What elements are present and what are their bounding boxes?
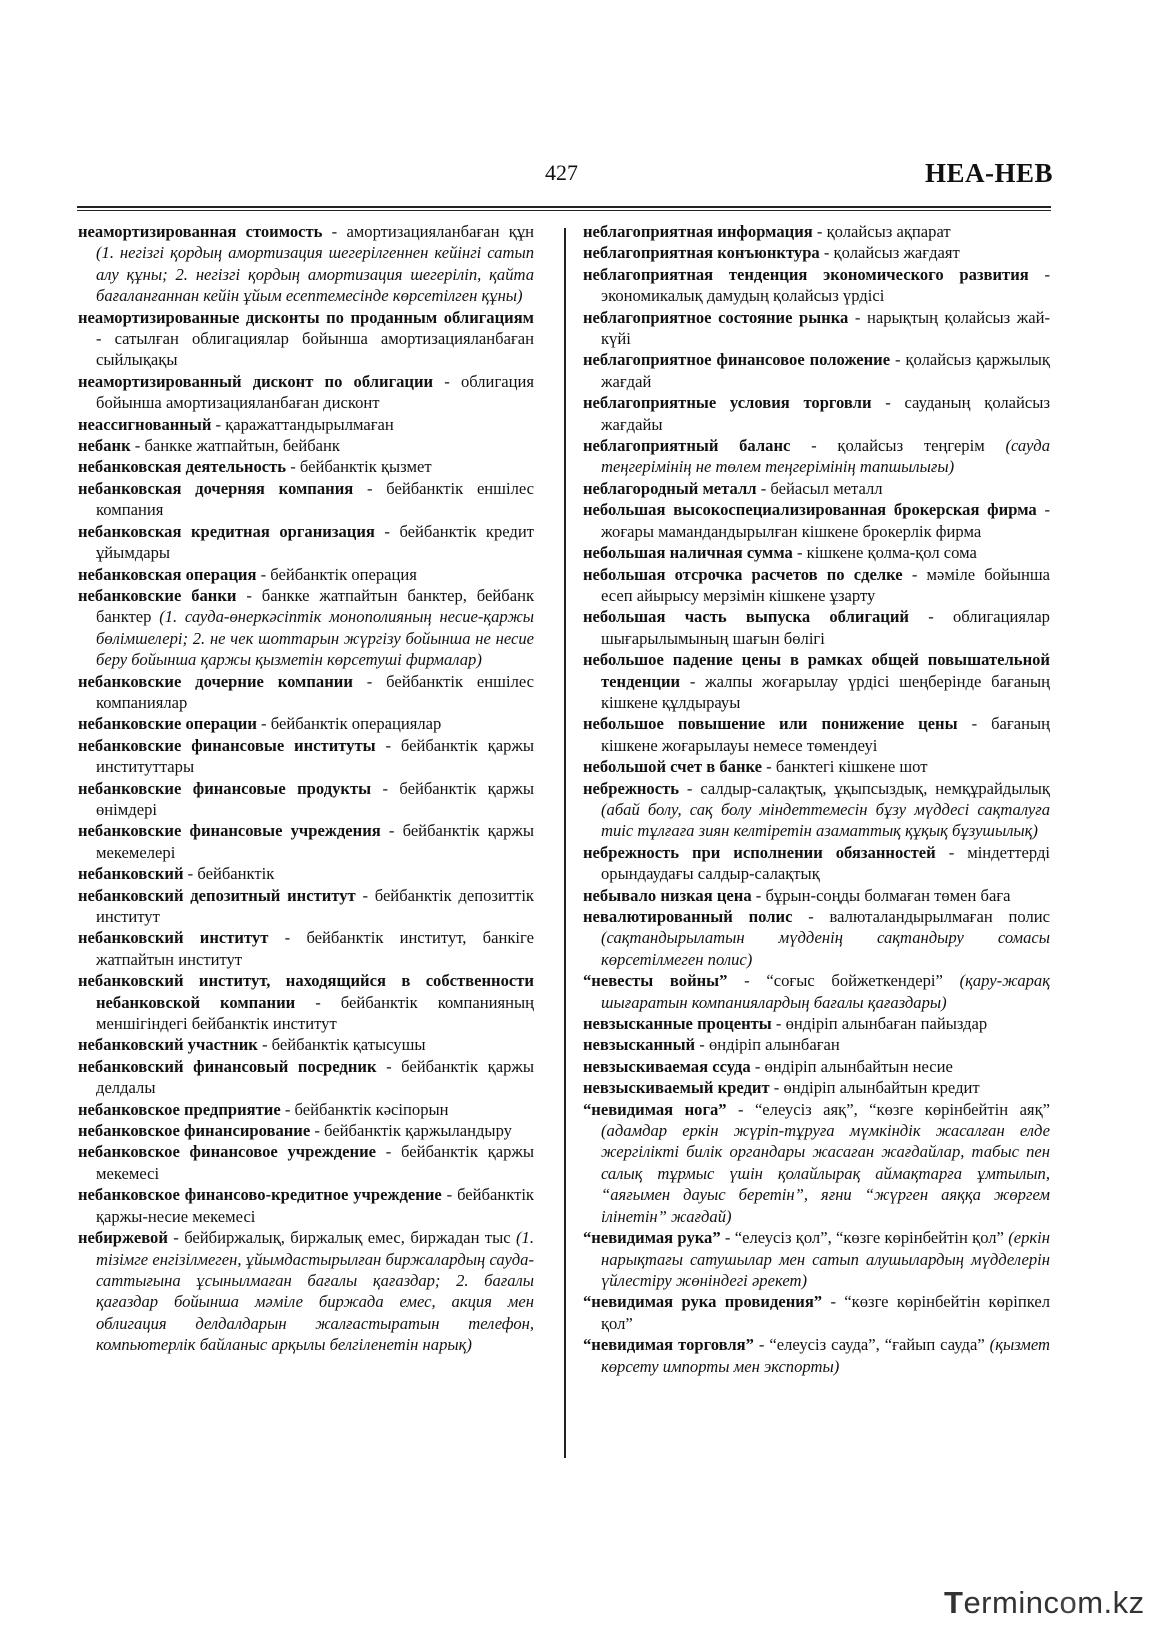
entry-term: небанковское финансирование xyxy=(78,1121,311,1141)
entry-term: неблагоприятный баланс xyxy=(583,436,791,456)
entry-definition: - бейбанктік қаржыландыру xyxy=(310,1121,512,1141)
entry-definition: - валюталандырылмаған полис xyxy=(792,907,1050,926)
dictionary-entry xyxy=(583,842,1050,885)
entry-term: небанковский институт xyxy=(78,928,269,948)
entry-definition: - бейбиржалық, биржалық емес, биржадан тыс xyxy=(167,1228,511,1248)
entry-definition: - облигациялар шығарылымының шағын бөлігі xyxy=(601,607,1050,648)
dictionary-entry xyxy=(78,1099,534,1120)
terminkom-logo xyxy=(944,1585,1145,1621)
dictionary-entry xyxy=(583,392,1050,435)
entry-definition: - банкке жатпайтын банктер, бейбанк банктер xyxy=(96,585,535,627)
dictionary-entry xyxy=(583,1077,1050,1098)
entry-term: небольшая наличная сумма xyxy=(583,543,793,563)
entry-term: неамортизированные дисконты по проданным облигациям xyxy=(78,307,534,327)
entry-term: небывало низкая цена xyxy=(583,885,752,905)
dictionary-entry xyxy=(583,1056,1050,1077)
entry-term: небанковская операция xyxy=(78,564,257,584)
dictionary-entry xyxy=(583,885,1050,906)
dictionary-entry xyxy=(78,435,534,456)
left-column xyxy=(78,221,534,1356)
entry-definition: - бейбанктік операциялар xyxy=(256,714,442,734)
entry-definition: - бейбанктік компанияның меншігіндегі бейбанктік институт xyxy=(96,992,534,1034)
entry-term: “невесты войны” xyxy=(583,971,728,991)
entry-term: небанковское финансовое учреждение xyxy=(78,1142,377,1162)
entry-definition: - бейбанктік институт, банкіге жатпайтын институт xyxy=(96,928,534,969)
entry-term: небанковские финансовые учреждения xyxy=(78,821,381,841)
entry-term: небанковский участник xyxy=(78,1035,258,1055)
dictionary-entry xyxy=(78,778,534,821)
entry-definition: - облигация бойынша амортизацияланбаған дисконт xyxy=(96,371,535,413)
entry-definition: - бейбанктік операция xyxy=(256,564,417,584)
dictionary-entry xyxy=(583,649,1050,713)
entry-term: невзыскиваемая ссуда xyxy=(583,1056,751,1076)
dictionary-entry xyxy=(583,1291,1050,1334)
entry-definition: - бейбанктік кәсіпорын xyxy=(280,1099,449,1119)
dictionary-entry xyxy=(583,435,1050,478)
dictionary-entry xyxy=(583,349,1050,392)
entry-definition: - өндіріп алынбайтын кредит xyxy=(769,1078,980,1098)
dictionary-entry xyxy=(583,307,1050,350)
entry-definition: - “көзге көрінбейтін көріпкел қол” xyxy=(601,1292,1050,1333)
entry-term: небольшое повышение или понижение цены xyxy=(583,714,958,734)
dictionary-entry xyxy=(78,1184,534,1227)
dictionary-entry xyxy=(583,1013,1050,1034)
entry-definition: - экономикалық дамудың қолайсыз үрдісі xyxy=(601,264,1050,306)
entry-term: небрежность при исполнении обязанностей xyxy=(583,842,936,862)
entry-note: (еркін нарықтағы сатушылар мен сатып алушылардың мүдделерін үйлестіру жөніндегі әрекет) xyxy=(601,1228,1050,1290)
dictionary-entry xyxy=(583,970,1050,1013)
entry-term: небанковские финансовые институты xyxy=(78,735,376,755)
entry-term: неблагоприятная тенденция экономического развития xyxy=(583,264,1029,284)
dictionary-entry xyxy=(583,1334,1050,1377)
entry-definition: - қолайсыз ақпарат xyxy=(812,222,951,241)
entry-definition: - өндіріп алынбайтын несие xyxy=(750,1056,953,1076)
dictionary-entry xyxy=(583,264,1050,307)
entry-term: небольшая отсрочка расчетов по сделке xyxy=(583,564,903,584)
entry-definition: - банктегі кішкене шот xyxy=(762,757,928,777)
entry-term: “невидимая нога” xyxy=(583,1099,727,1119)
entry-term: “невидимая рука” xyxy=(583,1228,721,1248)
dictionary-entry xyxy=(583,778,1050,842)
entry-definition: - бейбанктік кредит ұйымдары xyxy=(96,521,534,563)
entry-definition: - жалпы жоғарылау үрдісі шеңберінде бағаның кішкене құлдырауы xyxy=(601,671,1050,712)
dictionary-entry xyxy=(78,713,534,734)
entry-term: небанковский депозитный институт xyxy=(78,885,356,905)
dictionary-entry xyxy=(583,1034,1050,1055)
entry-definition: - бейбанктік қаржы-несие мекемесі xyxy=(96,1185,534,1226)
entry-term: невзыскиваемый кредит xyxy=(583,1078,770,1098)
entry-term: небанковская кредитная организация xyxy=(78,521,375,541)
entry-definition: - қолайсыз теңгерім xyxy=(790,436,985,456)
entry-term: небанковское предприятие xyxy=(78,1099,281,1119)
page-heading: НЕА-НЕВ xyxy=(924,158,1053,188)
dictionary-entry xyxy=(583,499,1050,542)
dictionary-entry xyxy=(78,927,534,970)
dictionary-entry xyxy=(78,564,534,585)
dictionary-entry xyxy=(78,456,534,477)
entry-term: невзысканный xyxy=(583,1035,696,1055)
entry-definition: - сауданың қолайсыз жағдайы xyxy=(601,393,1050,434)
entry-term: неблагородный металл xyxy=(583,478,757,498)
entry-definition: - банкке жатпайтын, бейбанк xyxy=(130,436,340,456)
entry-definition: - мәміле бойынша есеп айырысу мерзімін кішкене ұзарту xyxy=(601,564,1051,605)
entry-term: неамортизированная стоимость xyxy=(78,222,323,241)
entry-note: (қару-жарақ шығаратын компаниялардың бағалы қағаздары) xyxy=(601,971,1050,1012)
entry-term: небольшая часть выпуска облигаций xyxy=(583,607,909,627)
logo-text-end: m.kz xyxy=(1077,1585,1145,1620)
entry-definition: - бейбанктік депозиттік институт xyxy=(96,885,534,926)
page-number: 427 xyxy=(545,160,578,185)
logo-o-mark: o xyxy=(1059,1585,1078,1620)
entry-term: неблагоприятная информация xyxy=(583,222,813,241)
dictionary-entry xyxy=(583,221,1050,242)
dictionary-entry xyxy=(78,1120,534,1141)
entry-note: (1. сауда-өнеркәсіптік монополияның несие-қаржы бөлімшелері; 2. не чек шоттарын жүргізу бойынша не несие беру бойынша қаржы қызметін көрсетуші фирмалар) xyxy=(96,607,534,670)
entry-term: небанковский финансовый посредник xyxy=(78,1056,377,1076)
entry-definition: - міндеттерді орындаудағы салдыр-салақтық xyxy=(601,842,1050,884)
dictionary-entry xyxy=(583,713,1050,756)
entry-note: (адамдар еркін жүріп-тұруға мүмкіндік жасалған елде жергілікті билік органдары жасаған жағдайлар, табыс пен салық тұрмыс үшін қолайлырақ аймақтарға ұмтылып, “аяғымен дауыс беретін”, яғни “жүрген аяққа жөргем ілінетін” жағдай) xyxy=(601,1121,1050,1226)
entry-term: “невидимая торговля” xyxy=(583,1335,754,1355)
entry-term: небрежность xyxy=(583,778,679,798)
entry-note: (1. негізгі қордың амортизация шегерілгеннен кейінгі сатып алу құны; 2. негізгі қордың амортизация шегеріліп, қайта бағаланғаннан кейін ұйым есептемесінде көрсетілген құны) xyxy=(96,243,534,306)
entry-term: небанковская деятельность xyxy=(78,457,287,477)
entry-term: невзысканные проценты xyxy=(583,1014,772,1034)
entry-definition: - бейбанктік xyxy=(183,864,275,884)
dictionary-entry xyxy=(78,221,534,307)
entry-definition: - қолайсыз қаржылық жағдай xyxy=(601,350,1050,391)
entry-term: “невидимая рука провидения” xyxy=(583,1292,823,1312)
entry-term: небольшая высокоспециализированная брокерская фирма xyxy=(583,500,1037,520)
entry-term: неблагоприятное состояние рынка xyxy=(583,307,849,327)
header-rule xyxy=(77,206,1051,208)
dictionary-entry xyxy=(78,371,534,414)
dictionary-entry xyxy=(78,521,534,564)
entry-note: (қызмет көрсету импорты мен экспорты) xyxy=(601,1335,1050,1376)
entry-definition: - бейасыл металл xyxy=(756,478,883,498)
entry-term: небольшое падение цены в рамках общей повышательной тенденции xyxy=(583,650,1050,691)
dictionary-entry xyxy=(78,863,534,884)
entry-definition: - “соғыс бойжеткендері” xyxy=(727,971,943,991)
entry-term: небанковская дочерняя компания xyxy=(78,478,354,498)
entry-term: неамортизированный дисконт по облигации xyxy=(78,371,434,391)
dictionary-entry xyxy=(78,671,534,714)
entry-term: небанковский xyxy=(78,864,184,884)
dictionary-entry xyxy=(583,606,1050,649)
entry-term: неблагоприятное финансовое положение xyxy=(583,350,891,370)
entry-definition: - өндіріп алынбаған xyxy=(695,1035,840,1055)
entry-note: (абай болу, сақ болу міндеттемесін бұзу мүддесі сақталуға тиіс тұлғаға зиян келтіретін азаматтық құқық бұзушылық) xyxy=(601,799,1050,841)
right-column xyxy=(583,221,1050,1377)
entry-term: неассигнованный xyxy=(78,414,212,434)
entry-term: небанковское финансово-кредитное учреждение xyxy=(78,1185,442,1205)
dictionary-entry xyxy=(583,906,1050,970)
dictionary-entry xyxy=(78,307,534,371)
dictionary-entry xyxy=(78,1034,534,1055)
entry-definition: - бейбанктік қызмет xyxy=(286,457,432,477)
entry-definition: - өндіріп алынбаған пайыздар xyxy=(771,1014,988,1034)
entry-definition: - “елеусіз аяқ”, “көзге көрінбейтін аяқ” xyxy=(726,1099,1050,1119)
dictionary-entry xyxy=(583,756,1050,777)
entry-term: небанковские дочерние компании xyxy=(78,671,353,691)
dictionary-entry xyxy=(78,478,534,521)
entry-definition: - бұрын-соңды болмаған төмен баға xyxy=(751,885,1011,905)
entry-definition: - бейбанктік қаржы мекемелері xyxy=(96,821,535,862)
dictionary-entry xyxy=(583,1227,1050,1291)
dictionary-entry xyxy=(78,735,534,778)
dictionary-entry xyxy=(78,1141,534,1184)
entry-term: неблагоприятная конъюнктура xyxy=(583,243,820,263)
dictionary-entry xyxy=(583,1099,1050,1227)
dictionary-entry xyxy=(78,1056,534,1099)
dictionary-entry xyxy=(583,542,1050,563)
entry-definition: - жоғары мамандандырылған кішкене брокерлік фирма xyxy=(601,500,1050,541)
dictionary-entry xyxy=(583,564,1050,607)
dictionary-entry xyxy=(583,242,1050,263)
entry-term: невалютированный полис xyxy=(583,907,793,926)
dictionary-entry xyxy=(583,478,1050,499)
entry-definition: - кішкене қолма-қол сома xyxy=(792,543,977,563)
dictionary-entry xyxy=(78,414,534,435)
entry-definition: - бейбанктік еншілес компаниялар xyxy=(96,671,534,712)
entry-definition: - “елеусіз сауда”, “ғайып сауда” xyxy=(753,1335,985,1355)
entry-definition: - қаражаттандырылмаған xyxy=(211,414,394,434)
entry-definition: - бейбанктік қаржы өнімдері xyxy=(96,778,535,819)
dictionary-entry xyxy=(78,970,534,1034)
entry-definition: - бағаның кішкене жоғарылауы немесе төмендеуі xyxy=(601,714,1050,755)
entry-term: небиржевой xyxy=(78,1228,168,1248)
entry-term: небольшой счет в банке xyxy=(583,757,763,777)
dictionary-entry xyxy=(78,585,534,671)
dictionary-entry xyxy=(78,885,534,928)
entry-definition: - бейбанктік еншілес компания xyxy=(96,478,534,520)
entry-term: небанковские операции xyxy=(78,714,257,734)
entry-note: (сақтандырылатын мүдденің сақтандыру сомасы көрсетілмеген полис) xyxy=(601,928,1050,969)
entry-note: (сауда теңгерімінің не төлем теңгерімінің тапшылығы) xyxy=(601,436,1050,477)
entry-note: (1. тізімге енгізілмеген, ұйымдастырылған биржалардың сауда-саттығына ұсынылмаған бағалы қағаздар; 2. бағалы қағаздар бойынша мәміле биржада емес, акция мен облигация делдалдарын жалғастыратын телефон, компьютерлік байланыс арқылы белгіленетін нарық) xyxy=(96,1228,534,1355)
dictionary-entry xyxy=(78,820,534,863)
logo-t-mark: T xyxy=(944,1585,964,1620)
entry-definition: - бейбанктік қаржы делдалы xyxy=(96,1056,534,1098)
entry-term: небанковские финансовые продукты xyxy=(78,778,372,798)
entry-definition: - сатылған облигациялар бойынша амортизацияланбаған сыйлықақы xyxy=(96,329,534,370)
entry-term: небанк xyxy=(78,436,131,456)
logo-text-mid: erminc xyxy=(963,1585,1060,1620)
entry-definition: - бейбанктік қаржы институттары xyxy=(96,735,534,777)
entry-term: неблагоприятные условия торговли xyxy=(583,393,872,413)
entry-term: небанковский институт, находящийся в собственности небанковской компании xyxy=(78,971,534,1012)
entry-term: небанковские банки xyxy=(78,585,237,605)
header-rule-thin xyxy=(77,210,1051,211)
entry-definition: - “елеусіз қол”, “көзге көрінбейтін қол” xyxy=(720,1228,1004,1248)
entry-definition: - амортизацияланбаған құн xyxy=(322,222,535,241)
entry-definition: - қолайсыз жағдаят xyxy=(819,243,960,263)
entry-definition: - бейбанктік қаржы мекемесі xyxy=(96,1142,535,1183)
dictionary-entry xyxy=(78,1227,534,1355)
entry-definition: - нарықтың қолайсыз жай-күйі xyxy=(601,307,1051,349)
column-divider xyxy=(564,228,566,1458)
entry-definition: - бейбанктік қатысушы xyxy=(257,1035,426,1055)
entry-definition: - салдыр-салақтық, ұқыпсыздық, немқұрайдылық xyxy=(679,778,1050,798)
